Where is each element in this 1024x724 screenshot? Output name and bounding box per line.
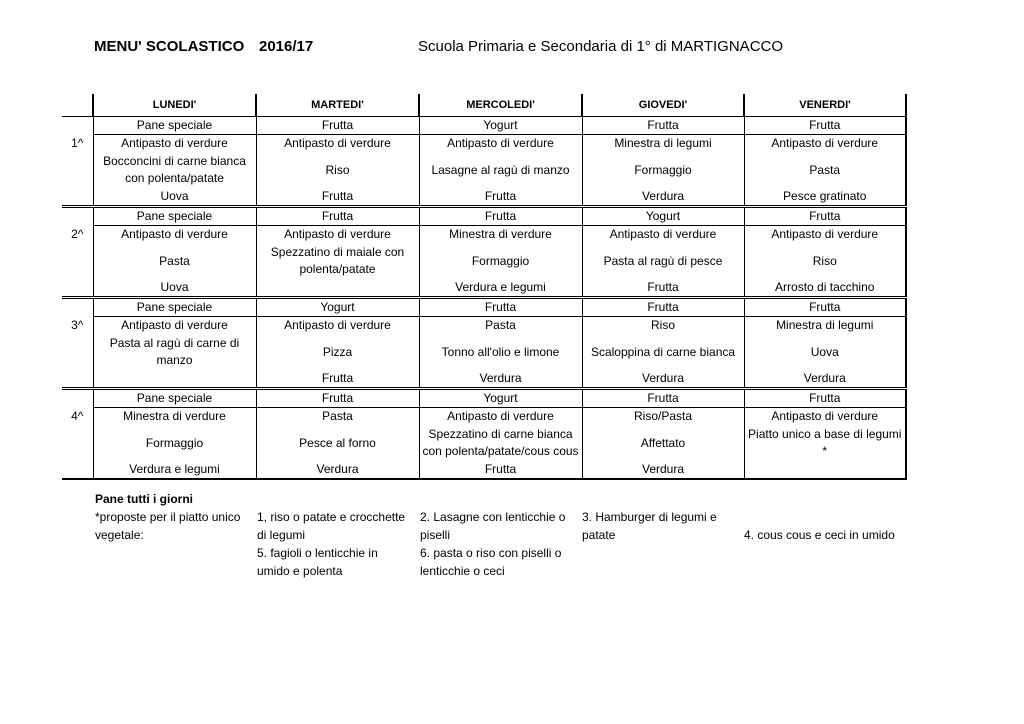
- proposal-item: di legumi: [257, 528, 306, 542]
- menu-cell-main: Spezzatino di maiale con polenta/patate: [256, 243, 419, 279]
- week-label: 1^: [71, 135, 84, 150]
- menu-cell-main: Formaggio: [419, 243, 582, 279]
- menu-cell-side: Frutta: [419, 461, 582, 479]
- menu-cell-bread: Frutta: [256, 207, 419, 226]
- corner-cell: [62, 94, 93, 117]
- menu-row-side: [62, 370, 906, 389]
- menu-row-side: [62, 188, 906, 207]
- menu-cell-bread: Frutta: [744, 207, 906, 226]
- menu-cell-bread: Frutta: [744, 298, 906, 317]
- menu-table: [62, 94, 907, 480]
- menu-cell-starter: Antipasto di verdure: [744, 408, 906, 426]
- week-label: [62, 298, 93, 317]
- menu-row-side: [62, 461, 906, 479]
- week-label: 4^: [71, 408, 84, 423]
- menu-cell-starter: Riso: [582, 317, 744, 335]
- menu-cell-side: [744, 461, 906, 479]
- daily-bread-note: Pane tutti i giorni: [95, 492, 193, 506]
- day-header: LUNEDI': [93, 94, 256, 117]
- day-header-row: [62, 94, 906, 117]
- menu-cell-main: Riso: [256, 152, 419, 188]
- menu-row-bread: [62, 207, 906, 226]
- week-label: [62, 370, 93, 389]
- menu-row-starter: [62, 135, 906, 153]
- week-label: [62, 279, 93, 298]
- menu-cell-starter: Antipasto di verdure: [256, 317, 419, 335]
- menu-cell-side: Frutta: [256, 188, 419, 207]
- day-header: MERCOLEDI': [419, 94, 582, 117]
- menu-cell-starter: Minestra di verdure: [93, 408, 256, 426]
- notes-intro: vegetale:: [95, 528, 144, 542]
- menu-cell-starter: Antipasto di verdure: [582, 226, 744, 244]
- menu-cell-bread: Pane speciale: [93, 389, 256, 408]
- menu-cell-main: Scaloppina di carne bianca: [582, 334, 744, 370]
- menu-cell-side: Verdura: [582, 461, 744, 479]
- menu-body: [62, 117, 906, 480]
- week-label: [62, 461, 93, 479]
- menu-cell-main: Piatto unico a base di legumi *: [744, 425, 906, 461]
- proposal-item: 1, riso o patate e crocchette: [257, 510, 406, 524]
- menu-cell-main: Pesce al forno: [256, 425, 419, 461]
- menu-cell-bread: Frutta: [256, 389, 419, 408]
- menu-cell-bread: Yogurt: [582, 207, 744, 226]
- menu-cell-starter: Antipasto di verdure: [744, 226, 906, 244]
- menu-cell-starter: Pasta: [419, 317, 582, 335]
- day-header: VENERDI': [744, 94, 906, 117]
- menu-cell-side: Verdura e legumi: [93, 461, 256, 479]
- menu-cell-bread: Pane speciale: [93, 207, 256, 226]
- menu-row-bread: [62, 117, 906, 135]
- menu-row-main: [62, 152, 906, 188]
- menu-cell-main: Spezzatino di carne bianca con polenta/patate/cous cous: [419, 425, 582, 461]
- menu-cell-main: Bocconcini di carne bianca con polenta/patate: [93, 152, 256, 188]
- menu-cell-side: Frutta: [256, 370, 419, 389]
- menu-row-main: [62, 243, 906, 279]
- menu-cell-starter: Pasta: [256, 408, 419, 426]
- menu-cell-side: [256, 279, 419, 298]
- menu-row-starter: [62, 317, 906, 335]
- menu-cell-side: Verdura: [582, 370, 744, 389]
- menu-cell-side: Frutta: [419, 188, 582, 207]
- menu-cell-main: Uova: [744, 334, 906, 370]
- week-label: [62, 188, 93, 207]
- week-label: [62, 334, 93, 370]
- menu-cell-starter: Antipasto di verdure: [256, 226, 419, 244]
- menu-row-starter: [62, 226, 906, 244]
- menu-cell-main: Pasta: [93, 243, 256, 279]
- menu-cell-bread: Frutta: [744, 389, 906, 408]
- menu-cell-bread: Frutta: [419, 298, 582, 317]
- proposal-item: 3. Hamburger di legumi e: [582, 510, 717, 524]
- proposal-item: 2. Lasagne con lenticchie o: [420, 510, 566, 524]
- week-label: [62, 152, 93, 188]
- menu-cell-side: Verdura: [419, 370, 582, 389]
- menu-cell-starter: Riso/Pasta: [582, 408, 744, 426]
- week-label: [62, 425, 93, 461]
- school-year: 2016/17: [259, 38, 314, 55]
- menu-cell-starter: Minestra di legumi: [744, 317, 906, 335]
- proposal-item: patate: [582, 528, 616, 542]
- menu-cell-bread: Frutta: [582, 389, 744, 408]
- menu-cell-side: Pesce gratinato: [744, 188, 906, 207]
- menu-row-main: [62, 425, 906, 461]
- menu-cell-bread: Yogurt: [256, 298, 419, 317]
- menu-cell-main: Pasta al ragù di pesce: [582, 243, 744, 279]
- menu-cell-bread: Frutta: [256, 117, 419, 135]
- menu-cell-bread: Frutta: [744, 117, 906, 135]
- menu-cell-side: [93, 370, 256, 389]
- week-label: [62, 389, 93, 408]
- menu-cell-side: Uova: [93, 279, 256, 298]
- menu-row-bread: [62, 298, 906, 317]
- week-label: 3^: [71, 317, 84, 332]
- day-header: MARTEDI': [256, 94, 419, 117]
- school-name: Scuola Primaria e Secondaria di 1° di MARTIGNACCO: [418, 38, 784, 55]
- menu-cell-side: Verdura: [256, 461, 419, 479]
- menu-title: MENU' SCOLASTICO: [94, 38, 245, 55]
- menu-cell-bread: Pane speciale: [93, 298, 256, 317]
- menu-cell-main: Riso: [744, 243, 906, 279]
- menu-row-bread: [62, 389, 906, 408]
- week-label: [62, 117, 93, 135]
- proposal-item: lenticchie o ceci: [420, 564, 505, 578]
- menu-cell-main: Pasta al ragù di carne di manzo: [93, 334, 256, 370]
- day-header: GIOVEDI': [582, 94, 744, 117]
- menu-cell-main: Formaggio: [93, 425, 256, 461]
- menu-cell-starter: Minestra di verdure: [419, 226, 582, 244]
- menu-cell-bread: Yogurt: [419, 389, 582, 408]
- menu-cell-main: Tonno all'olio e limone: [419, 334, 582, 370]
- proposal-item: 4. cous cous e ceci in umido: [744, 528, 895, 542]
- menu-cell-bread: Frutta: [582, 298, 744, 317]
- menu-cell-starter: Antipasto di verdure: [93, 135, 256, 153]
- menu-row-starter: [62, 408, 906, 426]
- menu-cell-main: Lasagne al ragù di manzo: [419, 152, 582, 188]
- week-label: [62, 207, 93, 226]
- menu-cell-side: Verdura: [582, 188, 744, 207]
- menu-cell-bread: Yogurt: [419, 117, 582, 135]
- menu-cell-bread: Frutta: [582, 117, 744, 135]
- menu-cell-bread: Pane speciale: [93, 117, 256, 135]
- menu-cell-starter: Antipasto di verdure: [256, 135, 419, 153]
- menu-cell-side: Frutta: [582, 279, 744, 298]
- menu-cell-starter: Antipasto di verdure: [419, 408, 582, 426]
- menu-cell-side: Arrosto di tacchino: [744, 279, 906, 298]
- menu-cell-side: Verdura: [744, 370, 906, 389]
- menu-cell-bread: Frutta: [419, 207, 582, 226]
- menu-cell-starter: Antipasto di verdure: [744, 135, 906, 153]
- menu-cell-starter: Antipasto di verdure: [419, 135, 582, 153]
- week-label: 2^: [71, 226, 84, 241]
- menu-cell-starter: Minestra di legumi: [582, 135, 744, 153]
- menu-row-main: [62, 334, 906, 370]
- menu-cell-side: Verdura e legumi: [419, 279, 582, 298]
- menu-cell-main: Pasta: [744, 152, 906, 188]
- menu-cell-starter: Antipasto di verdure: [93, 317, 256, 335]
- menu-cell-main: Pizza: [256, 334, 419, 370]
- proposal-item: 6. pasta o riso con piselli o: [420, 546, 562, 560]
- proposal-item: 5. fagioli o lenticchie in: [257, 546, 378, 560]
- menu-cell-side: Uova: [93, 188, 256, 207]
- menu-row-side: [62, 279, 906, 298]
- menu-cell-starter: Antipasto di verdure: [93, 226, 256, 244]
- menu-cell-main: Affettato: [582, 425, 744, 461]
- proposal-item: umido e polenta: [257, 564, 343, 578]
- notes-intro: *proposte per il piatto unico: [95, 510, 241, 524]
- menu-cell-main: Formaggio: [582, 152, 744, 188]
- week-label: [62, 243, 93, 279]
- proposal-item: piselli: [420, 528, 451, 542]
